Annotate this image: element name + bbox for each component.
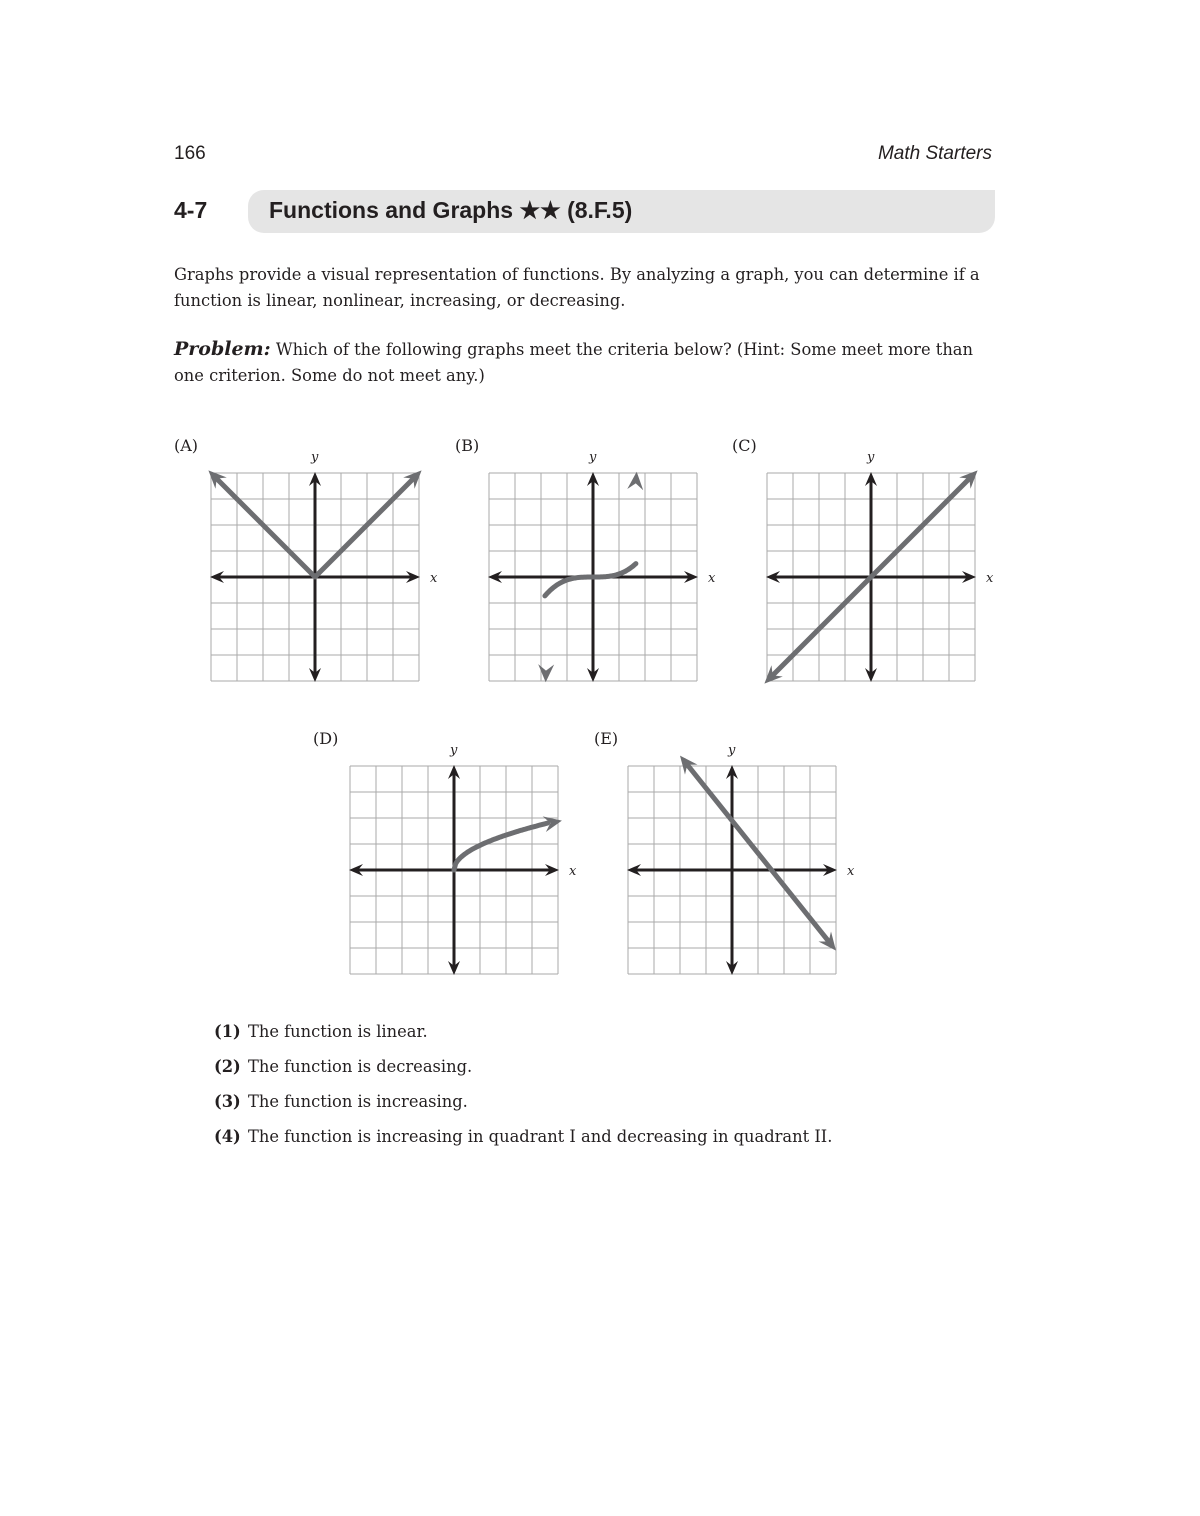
graph-e — [587, 738, 872, 983]
x-axis-label: x — [569, 864, 577, 879]
page-number: 166 — [174, 143, 206, 164]
function-curve — [454, 823, 548, 870]
x-axis-label: x — [986, 571, 994, 586]
graph-c-label: (C) — [732, 436, 757, 455]
graph-d — [309, 738, 594, 983]
criterion-number: (3) — [214, 1092, 241, 1111]
criterion-number: (1) — [214, 1022, 241, 1041]
section-title-bar — [248, 190, 995, 233]
x-axis-label: x — [847, 864, 855, 879]
criterion-number: (2) — [214, 1057, 241, 1076]
graph-c — [726, 445, 1011, 690]
y-axis-label: y — [589, 450, 597, 465]
x-axis-label: x — [430, 571, 438, 586]
criterion-3 — [214, 1089, 832, 1124]
criterion-text: The function is linear. — [248, 1022, 428, 1041]
problem-label: Problem: — [174, 338, 271, 360]
y-axis-label: y — [867, 450, 875, 465]
running-head: Math Starters — [877, 143, 992, 164]
criterion-text: The function is increasing in quadrant I and decreasing in quadrant II. — [248, 1127, 833, 1146]
criterion-text: The function is decreasing. — [248, 1057, 473, 1076]
function-curve — [545, 564, 636, 596]
graph-d-label: (D) — [313, 729, 339, 748]
problem-text: Which of the following graphs meet the criteria below? (Hint: Some meet more than one criterion. Some do not meet any.) — [174, 340, 973, 385]
y-axis-label: y — [311, 450, 319, 465]
y-axis-label: y — [450, 743, 458, 758]
graph-b — [448, 445, 733, 690]
criterion-1 — [214, 1019, 832, 1054]
intro-paragraph: Graphs provide a visual representation of functions. By analyzing a graph, you can determine if a function is linear, nonlinear, increasing, or decreasing. — [174, 265, 980, 310]
curve-arrow-1 — [627, 472, 643, 491]
y-axis-label: y — [728, 743, 736, 758]
criteria-list — [214, 1019, 832, 1159]
criterion-4 — [214, 1124, 832, 1159]
graph-e-label: (E) — [594, 729, 619, 748]
graph-a-label: (A) — [174, 436, 199, 455]
x-axis-label: x — [708, 571, 716, 586]
problem-paragraph — [174, 336, 996, 389]
section-title: Functions and Graphs ★★ (8.F.5) — [269, 197, 633, 223]
criterion-text: The function is increasing. — [248, 1092, 468, 1111]
graph-a — [170, 445, 455, 690]
section-number: 4-7 — [174, 197, 208, 223]
criterion-2 — [214, 1054, 832, 1089]
criterion-number: (4) — [214, 1127, 241, 1146]
graph-b-label: (B) — [455, 436, 480, 455]
